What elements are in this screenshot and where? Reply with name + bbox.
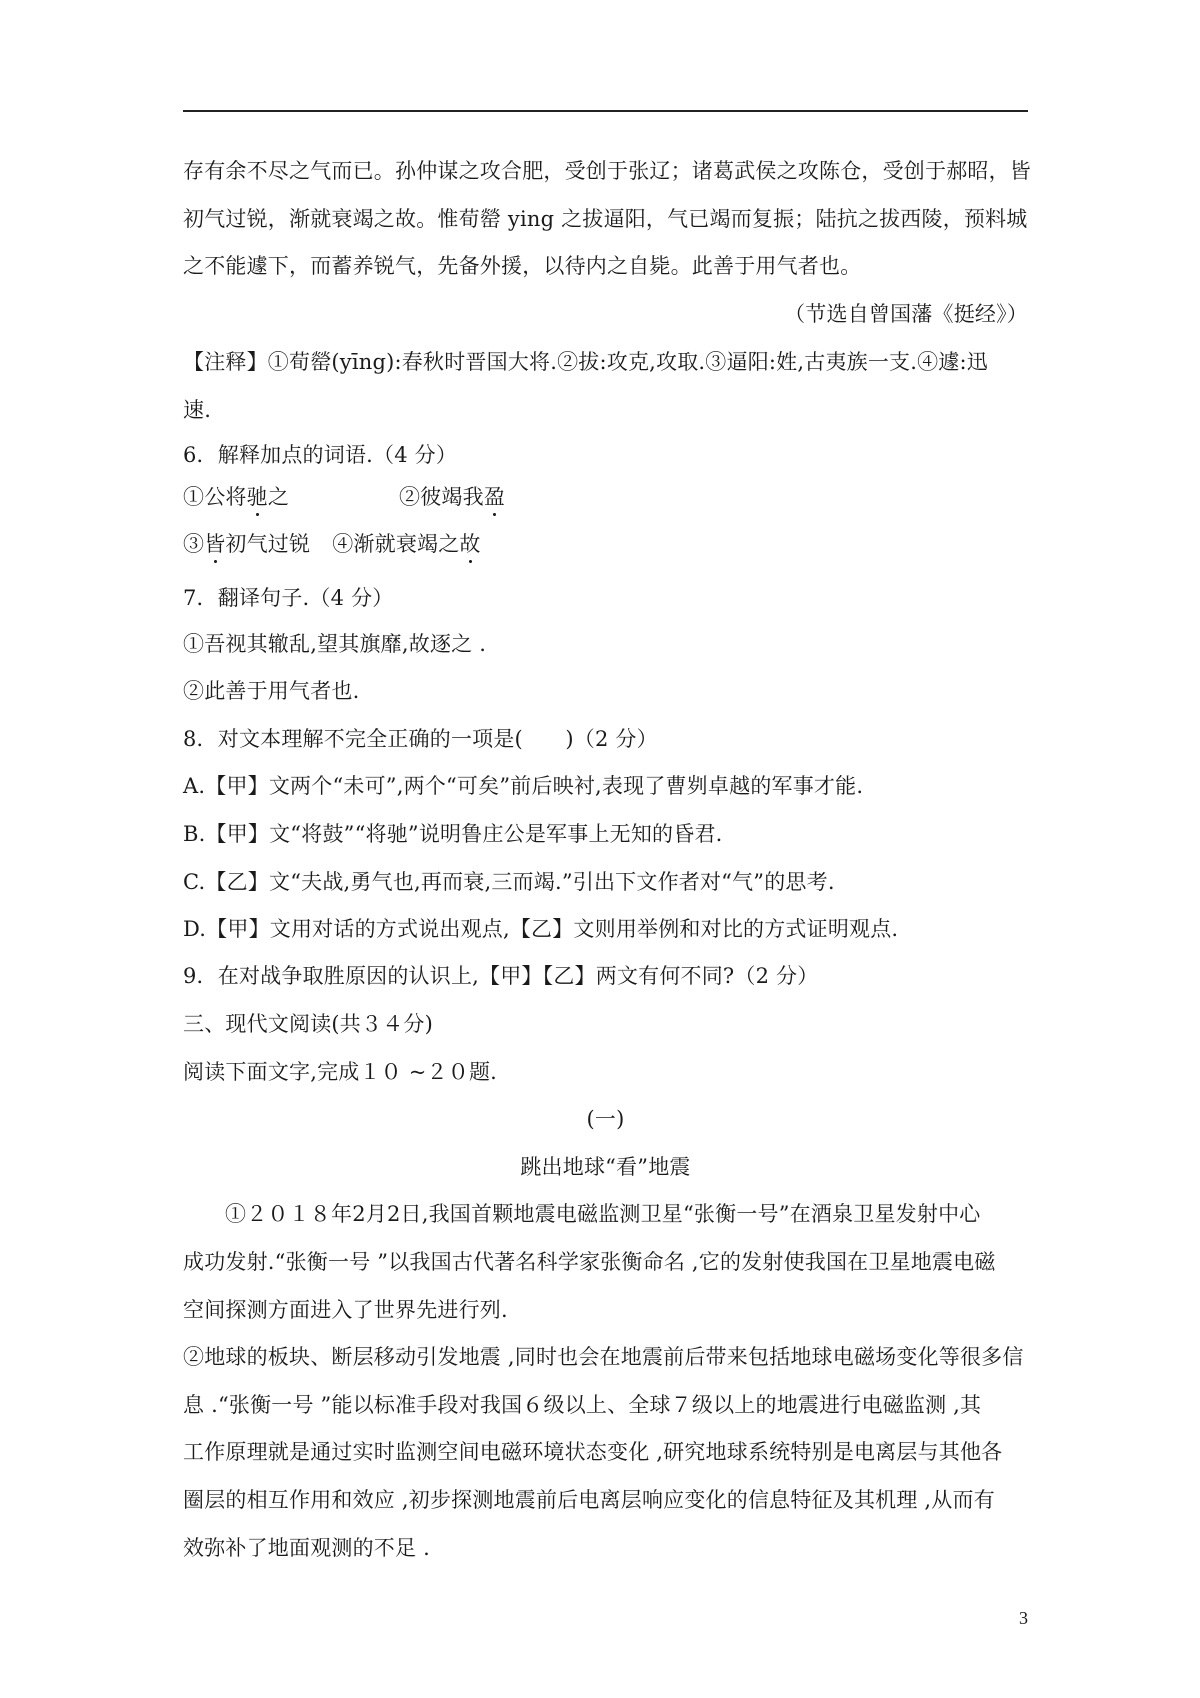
question-7-item: ②此善于用气者也.: [183, 679, 360, 703]
q6-item-b: ②彼竭我盈: [399, 485, 506, 509]
question-6-row1: [183, 483, 1033, 511]
q6-item-c: ③皆初气过锐: [183, 532, 311, 556]
annotation-note: 【注释】①荀罃(yīng):春秋时晋国大将.②拔:攻克,攻取.③逼阳:姓,古夷族一支.④遽:迅: [183, 350, 989, 374]
question-9-stem: 9．在对战争取胜原因的认识上,【甲】【乙】两文有何不同?（2 分）: [183, 964, 819, 988]
header-rule: [183, 110, 1028, 112]
passage-line: 初气过锐，渐就衰竭之故。惟荀罃 ying 之拔逼阳，气已竭而复振；陆抗之拔西陵，预料城: [183, 207, 1028, 231]
question-6-stem: 6．解释加点的词语.（4 分）: [183, 443, 458, 467]
paragraph-line: ①２０１８年2月2日,我国首颗地震电磁监测卫星“张衡一号”在酒泉卫星发射中心: [225, 1202, 981, 1226]
paragraph-line: 空间探测方面进入了世界先进行列.: [183, 1298, 508, 1322]
question-7-item: ①吾视其辙乱,望其旗靡,故逐之 .: [183, 632, 487, 656]
paragraph-line: 成功发射.“张衡一号 ”以我国古代著名科学家张衡命名 ,它的发射使我国在卫星地震电磁: [183, 1250, 996, 1274]
question-8-stem: 8．对文本理解不完全正确的一项是( )（2 分）: [183, 727, 658, 751]
q6-item-d: ④渐就衰竭之故: [332, 532, 481, 556]
paragraph-line: ②地球的板块、断层移动引发地震 ,同时也会在地震前后带来包括地球电磁场变化等很多信: [183, 1345, 1024, 1369]
paragraph-line: 圈层的相互作用和效应 ,初步探测地震前后电离层响应变化的信息特征及其机理 ,从而有: [183, 1488, 995, 1512]
article-title: 跳出地球“看”地震: [520, 1155, 691, 1179]
source-citation: （节选自曾国藩《挺经》）: [784, 302, 1028, 326]
passage-line: 存有余不尽之气而已。孙仲谋之攻合肥，受创于张辽；诸葛武侯之攻陈仓，受创于郝昭，皆: [183, 159, 1031, 183]
passage-line: 之不能遽下，而蓄养锐气，先备外援，以待内之自毙。此善于用气者也。: [183, 254, 862, 278]
emphasis-dot-char: 盈: [483, 485, 506, 509]
q6-item-a: ①公将驰之: [183, 485, 290, 509]
emphasis-dot-char: 皆: [204, 532, 226, 556]
section-heading: 三、现代文阅读(共３４分): [183, 1012, 433, 1036]
emphasis-dot-char: 故: [459, 532, 481, 556]
part-label: (一): [586, 1107, 625, 1131]
question-8-option-c: C.【乙】文“夫战,勇气也,再而衰,三而竭.”引出下文作者对“气”的思考.: [183, 870, 835, 894]
emphasis-dot-char: 驰: [246, 485, 268, 509]
annotation-note-cont: 速.: [183, 398, 212, 422]
question-8-option-a: A.【甲】文两个“未可”,两个“可矣”前后映衬,表现了曹刿卓越的军事才能.: [183, 774, 864, 798]
question-8-option-b: B.【甲】文“将鼓”“将驰”说明鲁庄公是军事上无知的昏君.: [183, 822, 723, 846]
paragraph-line: 工作原理就是通过实时监测空间电磁环境状态变化 ,研究地球系统特别是电离层与其他各: [183, 1440, 1003, 1464]
page-number: 3: [1019, 1608, 1028, 1628]
question-7-stem: 7．翻译句子.（4 分）: [183, 586, 394, 610]
paragraph-line: 效弥补了地面观测的不足 .: [183, 1536, 430, 1560]
question-8-option-d: D.【甲】文用对话的方式说出观点,【乙】文则用举例和对比的方式证明观点.: [183, 917, 899, 941]
question-6-row2: [183, 530, 1033, 558]
paragraph-line: 息 .“张衡一号 ”能以标准手段对我国６级以上、全球７级以上的地震进行电磁监测 ,其: [183, 1393, 982, 1417]
section-instruction: 阅读下面文字,完成１０ ~２０题.: [183, 1060, 498, 1084]
